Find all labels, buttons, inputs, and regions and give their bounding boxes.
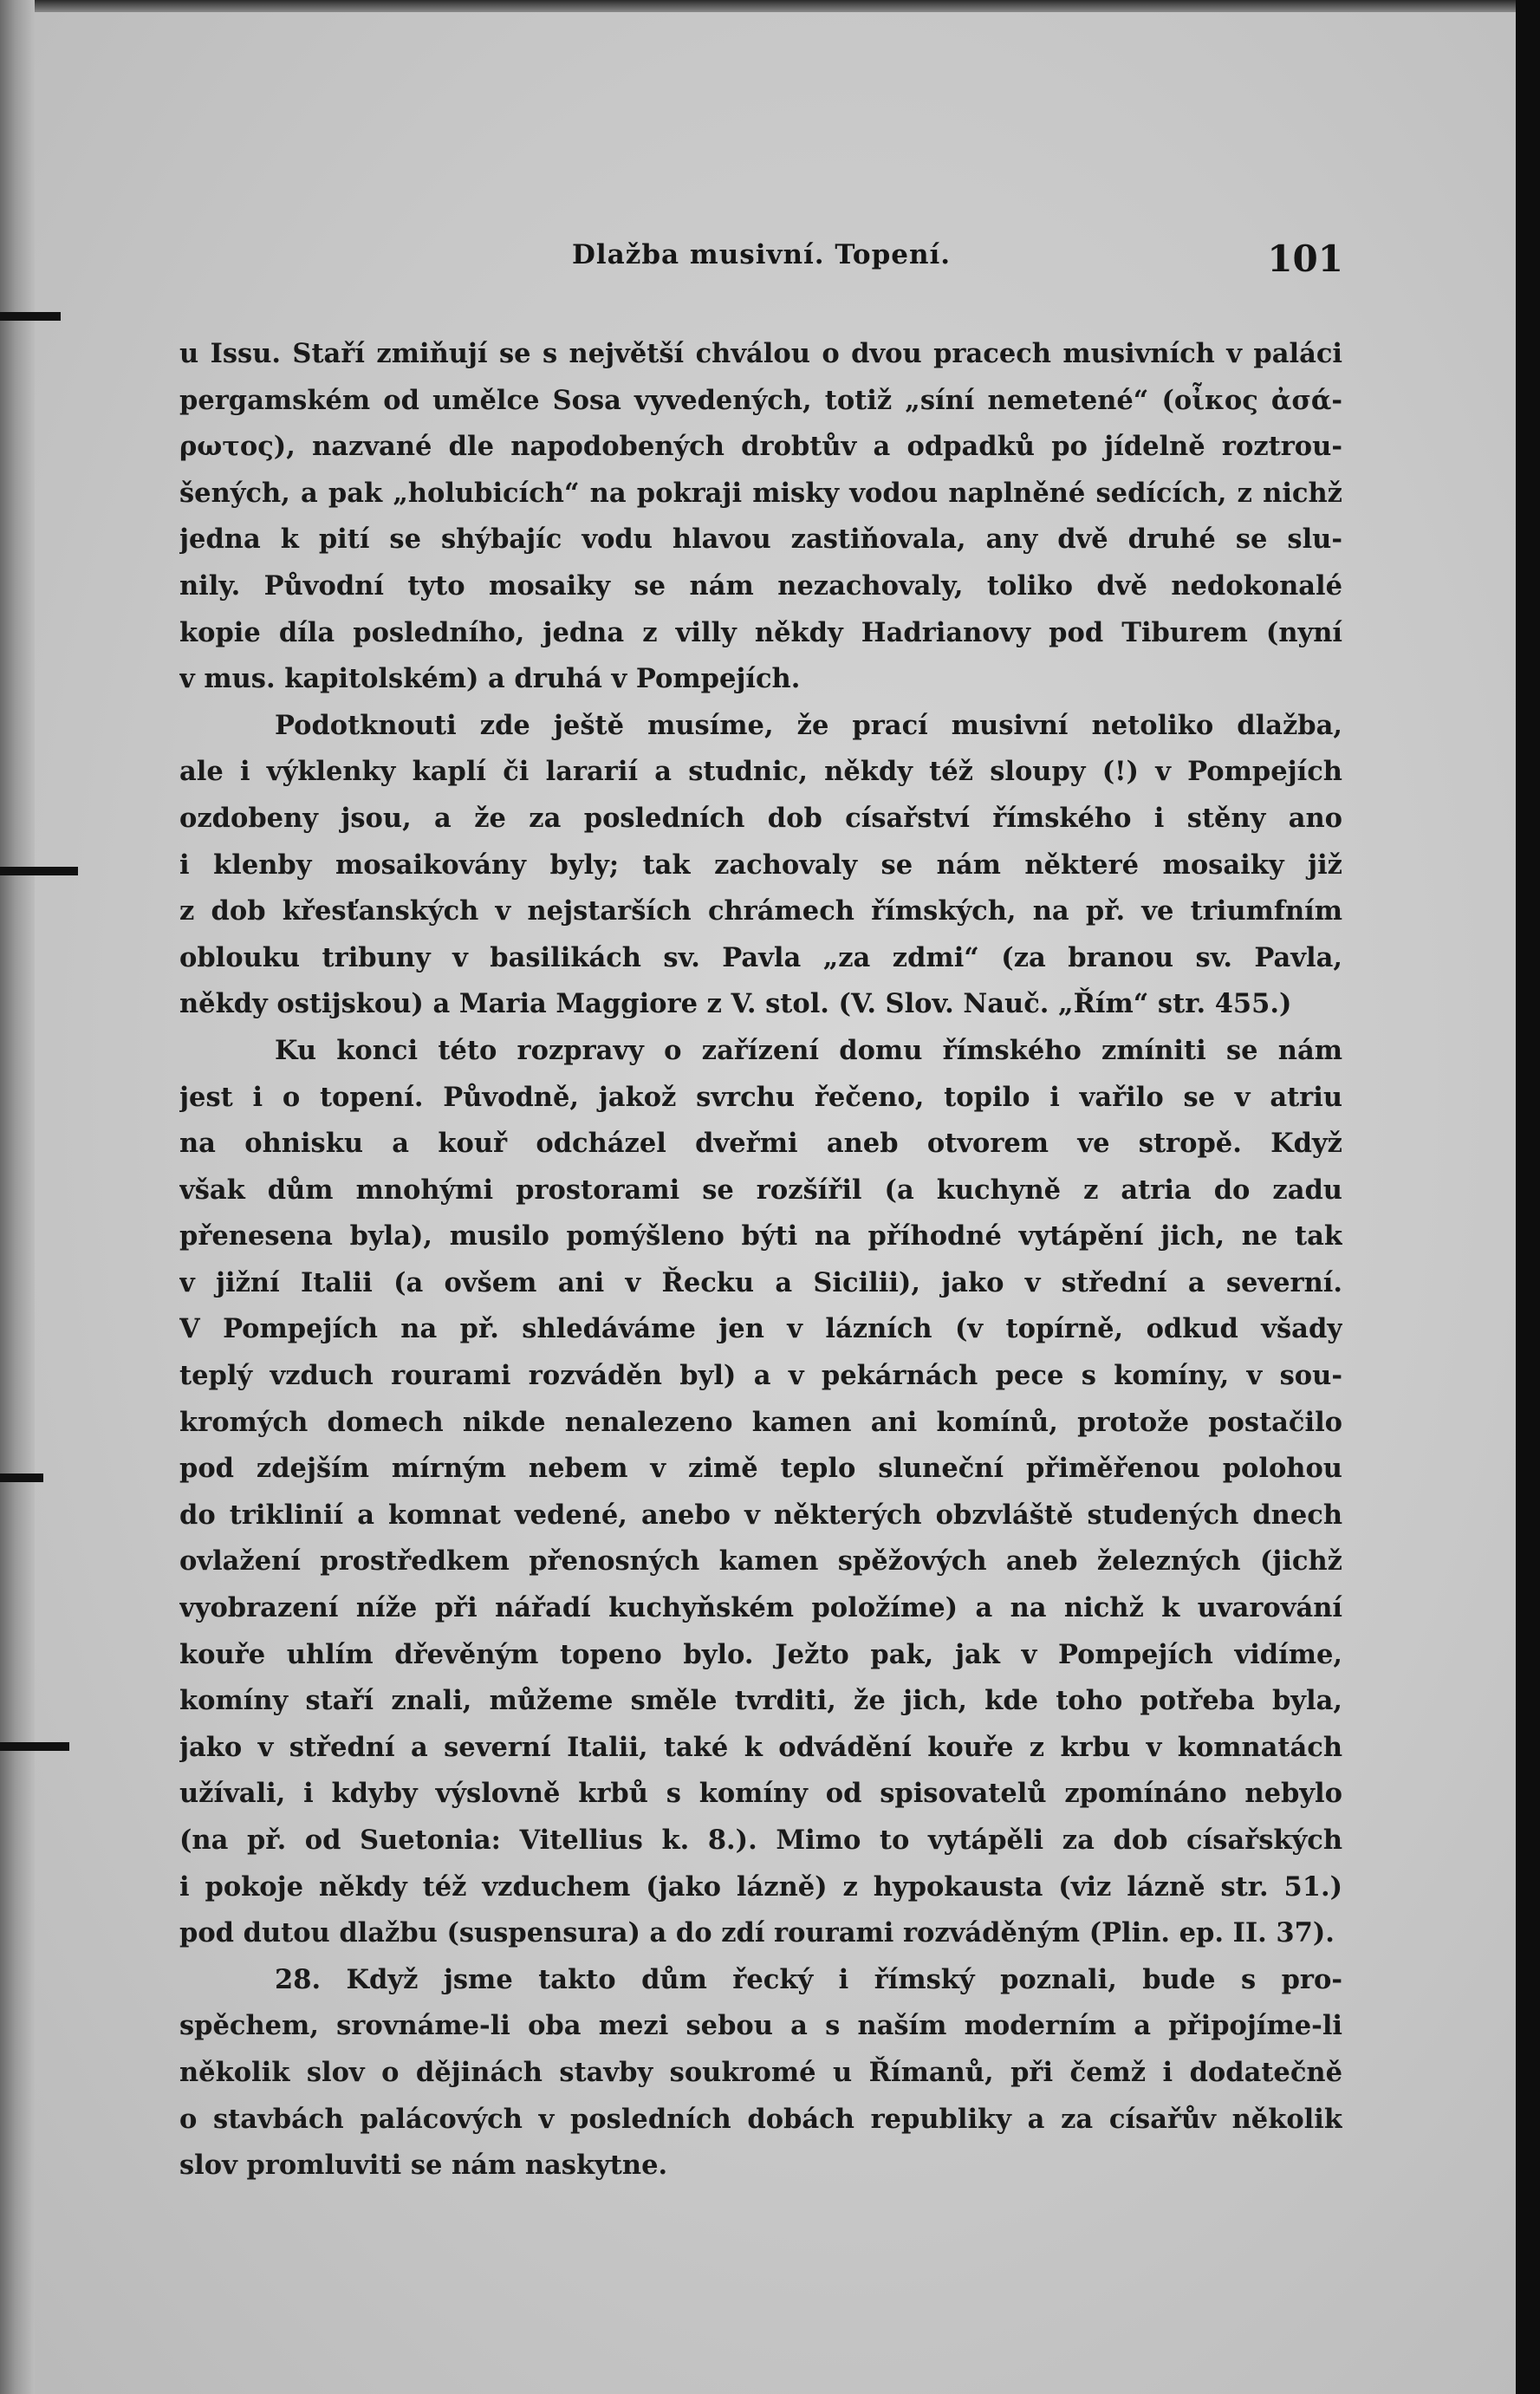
text-line: z dob křesťanských v nejstarších chrámech římských, na př. ve triumfním — [179, 895, 1342, 927]
text-line: ale i výklenky kaplí či lararií a studnic, někdy též sloupy (!) v Pompejích — [179, 756, 1342, 788]
text-line: komíny staří znali, můžeme směle tvrditi, že jich, kde toho potřeba byla, — [179, 1685, 1342, 1717]
text-line: ozdobeny jsou, a že za posledních dob císařství římského i stěny ano — [179, 802, 1342, 834]
page-number: 101 — [1267, 237, 1343, 280]
text-line: v jižní Italii (a ovšem ani v Řecku a Sicilii), jako v střední a severní. — [179, 1266, 1342, 1298]
text-line: ovlažení prostředkem přenosných kamen spěžových aneb železných (jichž — [179, 1545, 1342, 1578]
text-line: vyobrazení níže při nářadí kuchyňském položíme) a na nichž k uvarování — [179, 1592, 1342, 1624]
text-line: jako v střední a severní Italii, také k odvádění kouře z krbu v komnatách — [179, 1731, 1342, 1763]
text-line: v mus. kapitolském) a druhá v Pompejích. — [179, 663, 801, 695]
text-line: slov promluviti se nám naskytne. — [179, 2150, 668, 2182]
text-line: nily. Původní tyto mosaiky se nám nezachovaly, toliko dvě nedokonalé — [179, 569, 1342, 602]
text-line: několik slov o dějinách stavby soukromé u Římanů, při čemž i dodatečně — [179, 2056, 1342, 2088]
text-line: (na př. od Suetonia: Vitellius k. 8.). Mimo to vytápěli za dob císařských — [179, 1825, 1342, 1856]
binding-mark — [0, 867, 78, 875]
text-line: i klenby mosaikovány byly; tak zachovaly se nám některé mosaiky již — [179, 849, 1342, 881]
text-line: pod dutou dlažbu (suspensura) a do zdí rourami rozváděným (Plin. ep. II. 37). — [179, 1917, 1335, 1949]
text-line: však dům mnohými prostorami se rozšířil (a kuchyně z atria do zadu — [179, 1174, 1342, 1206]
text-line: pergamském od umělce Sosa vyvedených, totiž „síní nemetené“ (οἶκος ἀσά- — [179, 384, 1342, 416]
text-line: přenesena byla), musilo pomýšleno býti na příhodné vytápění jich, ne tak — [179, 1220, 1342, 1252]
binding-mark — [0, 312, 61, 321]
text-line: na ohnisku a kouř odcházel dveřmi aneb otvorem ve stropě. Když — [179, 1128, 1342, 1160]
scan-binding-edge — [0, 0, 35, 2394]
text-line: šených, a pak „holubicích“ na pokraji misky vodou naplněné sedících, z nichž — [179, 477, 1342, 509]
text-line: spěchem, srovnáme-li oba mezi sebou a s naším moderním a připojíme-li — [179, 2010, 1342, 2042]
binding-mark — [0, 1742, 69, 1751]
text-line: někdy ostijskou) a Maria Maggiore z V. stol. (V. Slov. Nauč. „Řím“ str. 455.) — [179, 988, 1292, 1020]
text-line: o stavbách palácových v posledních dobách republiky a za císařův několik — [179, 2103, 1342, 2135]
text-line: jedna k pití se shýbajíc vodu hlavou zastiňovala, any dvě druhé se slu- — [179, 524, 1342, 556]
scan-right-edge — [1516, 0, 1540, 2394]
text-line: do triklinií a komnat vedené, anebo v některých obzvláště studených dnech — [179, 1499, 1342, 1531]
running-title: Dlažba musivní. Topení. — [572, 239, 952, 270]
text-line: 28. Když jsme takto dům řecký i římský poznali, bude s pro- — [275, 1963, 1342, 1995]
binding-mark — [0, 1473, 43, 1482]
text-line: V Pompejích na př. shledáváme jen v lázních (v topírně, odkud všady — [179, 1313, 1342, 1345]
text-line: užívali, i kdyby výslovně krbů s komíny od spisovatelů zpomínáno nebylo — [179, 1778, 1342, 1810]
text-line: pod zdejším mírným nebem v zimě teplo sluneční přiměřenou polohou — [179, 1453, 1342, 1485]
text-line: jest i o topení. Původně, jakož svrchu řečeno, topilo i vařilo se v atriu — [179, 1081, 1342, 1113]
text-line: Ku konci této rozpravy o zařízení domu římského zmíniti se nám — [275, 1034, 1342, 1066]
text-line: i pokoje někdy též vzduchem (jako lázně) z hypokausta (viz lázně str. 51.) — [179, 1870, 1342, 1903]
text-line: ρωτος), nazvané dle napodobených drobtův a odpadků po jídelně roztrou- — [179, 431, 1342, 463]
text-line: Podotknouti zde ještě musíme, že prací musivní netoliko dlažba, — [275, 709, 1342, 741]
body-text — [179, 331, 1342, 2189]
text-line: oblouku tribuny v basilikách sv. Pavla „za zdmi“ (za branou sv. Pavla, — [179, 941, 1342, 973]
text-line: kouře uhlím dřevěným topeno bylo. Ježto pak, jak v Pompejích vidíme, — [179, 1638, 1342, 1670]
text-line: teplý vzduch rourami rozváděn byl) a v pekárnách pece s komíny, v sou- — [179, 1360, 1342, 1392]
text-line: kromých domech nikde nenalezeno kamen ani komínů, protože postačilo — [179, 1406, 1342, 1438]
text-line: kopie díla posledního, jedna z villy někdy Hadrianovy pod Tiburem (nyní — [179, 616, 1342, 648]
text-line: u Issu. Staří zmiňují se s největší chválou o dvou pracech musivních v paláci — [179, 338, 1342, 369]
scan-top-edge — [0, 0, 1540, 12]
